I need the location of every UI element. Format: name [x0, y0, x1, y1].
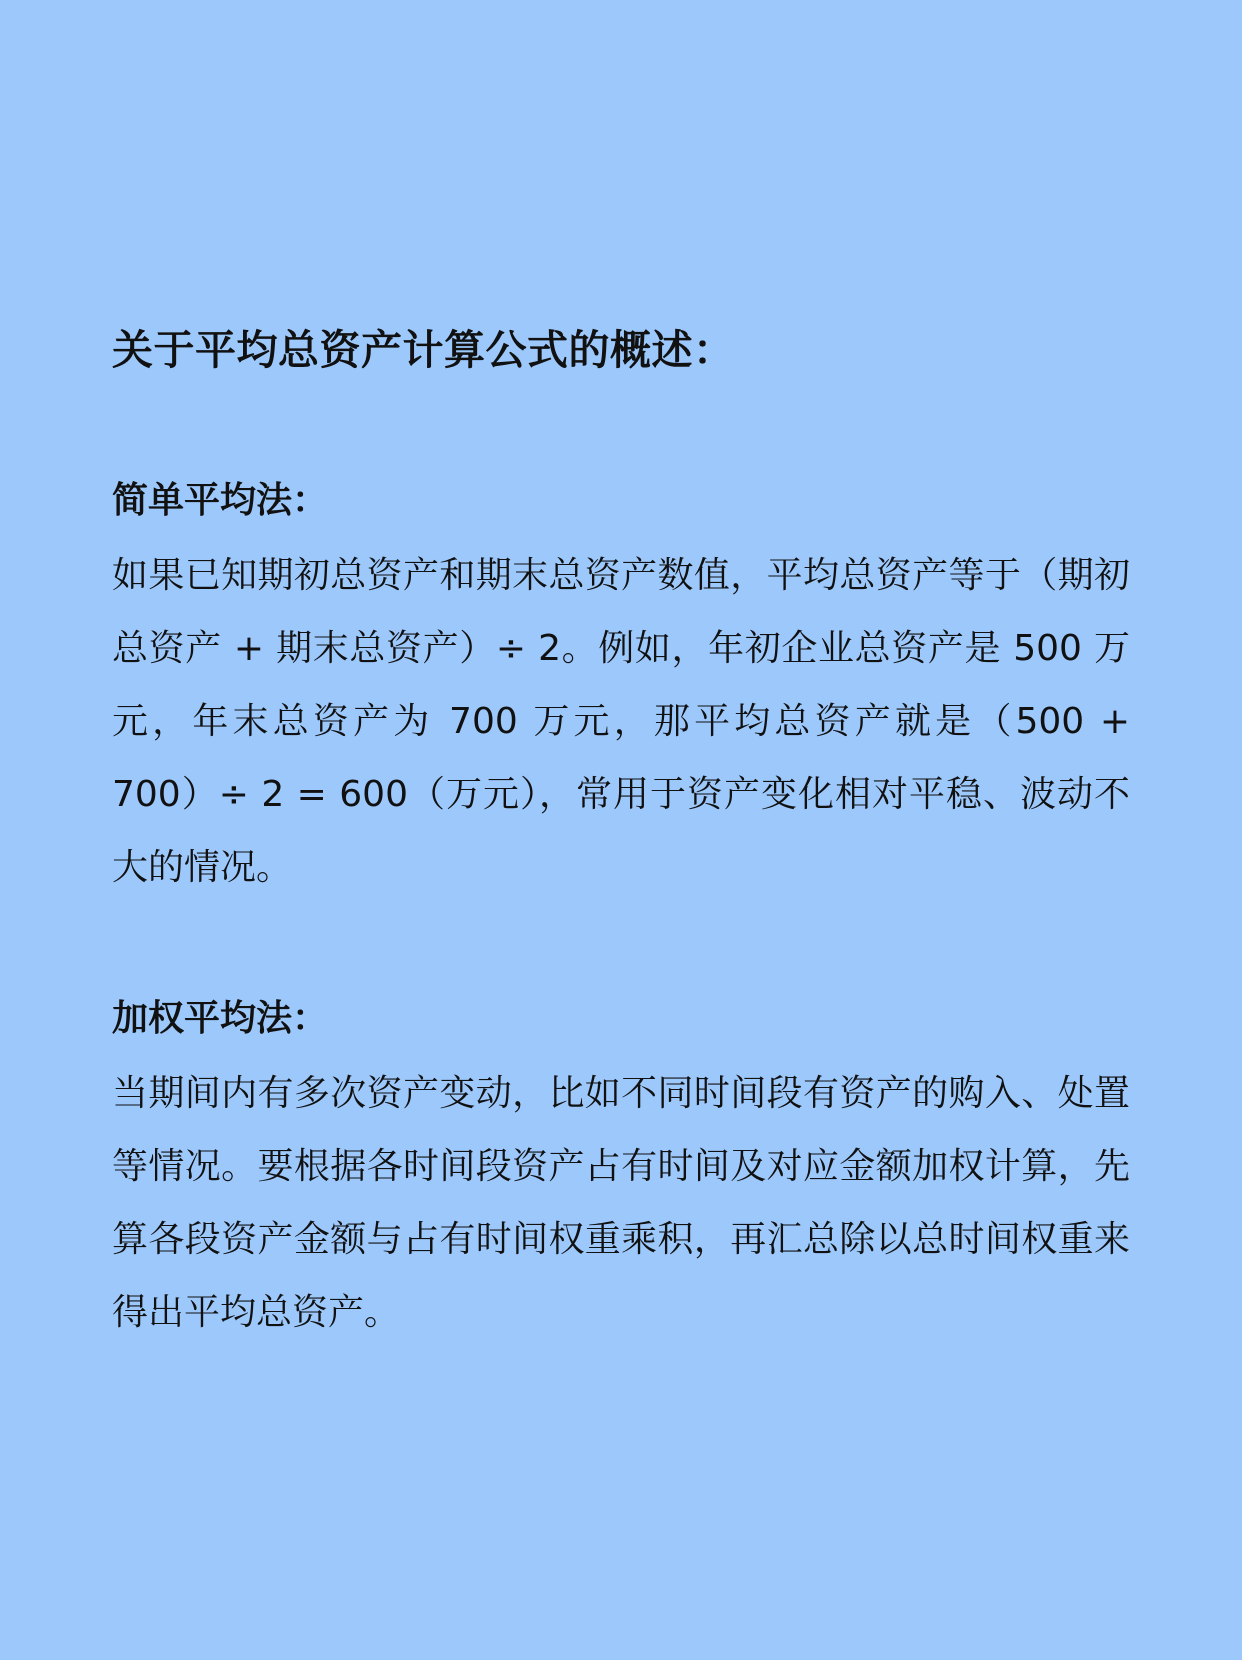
section-heading-simple-average: 简单平均法：	[112, 480, 329, 521]
section-body-simple-average: 如果已知期初总资产和期末总资产数值，平均总资产等于（期初总资产 + 期末总资产）÷ 2。例如，年初企业总资产是 500 万元，年末总资产为 700 万元，那平均总资产就是（500 + 700）÷ 2 = 600（万元），常用于资产变化相对平稳、波动不大的情况。	[112, 555, 1130, 888]
section-body-weighted-average: 当期间内有多次资产变动，比如不同时间段有资产的购入、处置等情况。要根据各时间段资产占有时间及对应金额加权计算，先算各段资产金额与占有时间权重乘积，再汇总除以总时间权重来得出平均总资产。	[112, 1073, 1130, 1333]
page-title: 关于平均总资产计算公式的概述：	[112, 326, 735, 374]
section-simple-average	[112, 473, 1130, 904]
document-content	[112, 320, 1130, 1349]
section-heading-weighted-average: 加权平均法：	[112, 998, 329, 1039]
section-weighted-average	[112, 991, 1130, 1349]
